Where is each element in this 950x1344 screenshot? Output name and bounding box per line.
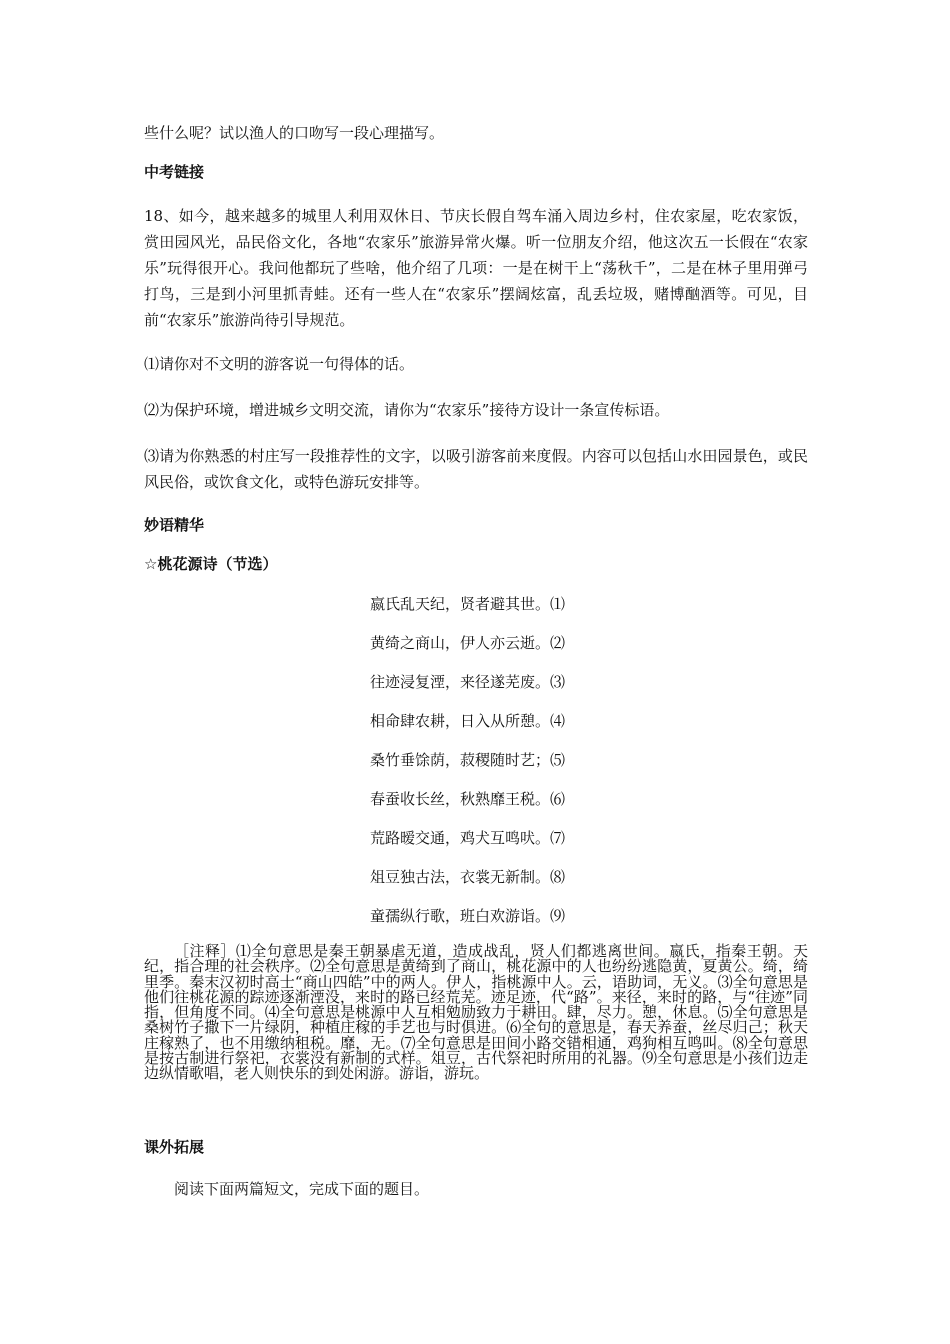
question-18: 18、如今，越来越多的城里人利用双休日、节庆长假自驾车涌入周边乡村，住农家屋，吃农家饭，赏田园风光，品民俗文化，各地“农家乐”旅游异常火爆。听一位朋友介绍，他这次五一长假在“农家乐”玩得很开心。我问他都玩了些啥，他介绍了几项：一是在树干上“荡秋千”，二是在林子里用弹弓打鸟，三是到小河里抓青蛙。还有一些人在“农家乐”摆阔炫富，乱丢垃圾，赌博酗酒等。可见，目前“农家乐”旅游尚待引导规范。 bbox=[144, 207, 808, 329]
poem-line: 春蚕收长丝，秋熟靡王税。⑹ bbox=[370, 790, 566, 808]
sub-question-2: ⑵为保护环境，增进城乡文明交流，请你为“农家乐”接待方设计一条宣传标语。 bbox=[144, 401, 670, 419]
poem-notes: ［注释］⑴全句意思是秦王朝暴虐无道，造成战乱，贤人们都逃离世间。嬴氏，指秦王朝。天纪，指合理的社会秩序。⑵全句意思是黄绮到了商山，桃花源中的人也纷纷逃隐黄，夏黄公。绮，绮里季。秦末汉初时高士“商山四皓”中的两人。伊人，指桃源中人。云，语助词，无义。⑶全句意思是他们往桃花源的踪迹逐渐湮没，来时的路已经荒芜。迹足迹，代“路”。来径，来时的路，与“往迹”同指，但角度不同。⑷全句意思是桃源中人互相勉励致力于耕田。肆，尽力。憩，休息。⑸全句意思是桑树竹子撒下一片绿阴，种植庄稼的手艺也与时俱进。⑹全句的意思是，春天养蚕，丝尽归己；秋天庄稼熟了，也不用缴纳租税。靡，无。⑺全句意思是田间小路交错相通，鸡狗相互鸣叫。⑻全句意思是按古制进行祭祀，衣裳没有新制的式样。俎豆，古代祭祀时所用的礼器。⑼全句意思是小孩们边走边纵情歌唱，老人则快乐的到处闲游。游诣，游玩。 bbox=[144, 942, 808, 1083]
poem-line: 往迹浸复湮，来径遂芜废。⑶ bbox=[370, 673, 566, 691]
heading-exam-link: 中考链接 bbox=[144, 163, 205, 181]
poem-title: ☆桃花源诗（节选） bbox=[144, 555, 278, 573]
poem-line: 荒路暧交通，鸡犬互鸣吠。⑺ bbox=[370, 829, 566, 847]
poem-line: 桑竹垂馀荫，菽稷随时艺；⑸ bbox=[370, 751, 566, 769]
intro-line: 些什么呢？试以渔人的口吻写一段心理描写。 bbox=[144, 124, 445, 142]
poem-line: 童孺纵行歌，班白欢游诣。⑼ bbox=[370, 907, 566, 925]
sub-question-1: ⑴请你对不文明的游客说一句得体的话。 bbox=[144, 355, 415, 373]
extension-instruction: 阅读下面两篇短文，完成下面的题目。 bbox=[174, 1180, 430, 1198]
heading-extension: 课外拓展 bbox=[144, 1138, 205, 1156]
poem-line: 俎豆独古法，衣裳无新制。⑻ bbox=[370, 868, 566, 886]
heading-quotes: 妙语精华 bbox=[144, 516, 205, 534]
poem-line: 相命肆农耕，日入从所憩。⑷ bbox=[370, 712, 566, 730]
poem-line: 嬴氏乱天纪，贤者避其世。⑴ bbox=[370, 595, 566, 613]
sub-question-3: ⑶请为你熟悉的村庄写一段推荐性的文字，以吸引游客前来度假。内容可以包括山水田园景色，或民风民俗，或饮食文化，或特色游玩安排等。 bbox=[144, 447, 808, 491]
poem-line: 黄绮之商山，伊人亦云逝。⑵ bbox=[370, 634, 566, 652]
